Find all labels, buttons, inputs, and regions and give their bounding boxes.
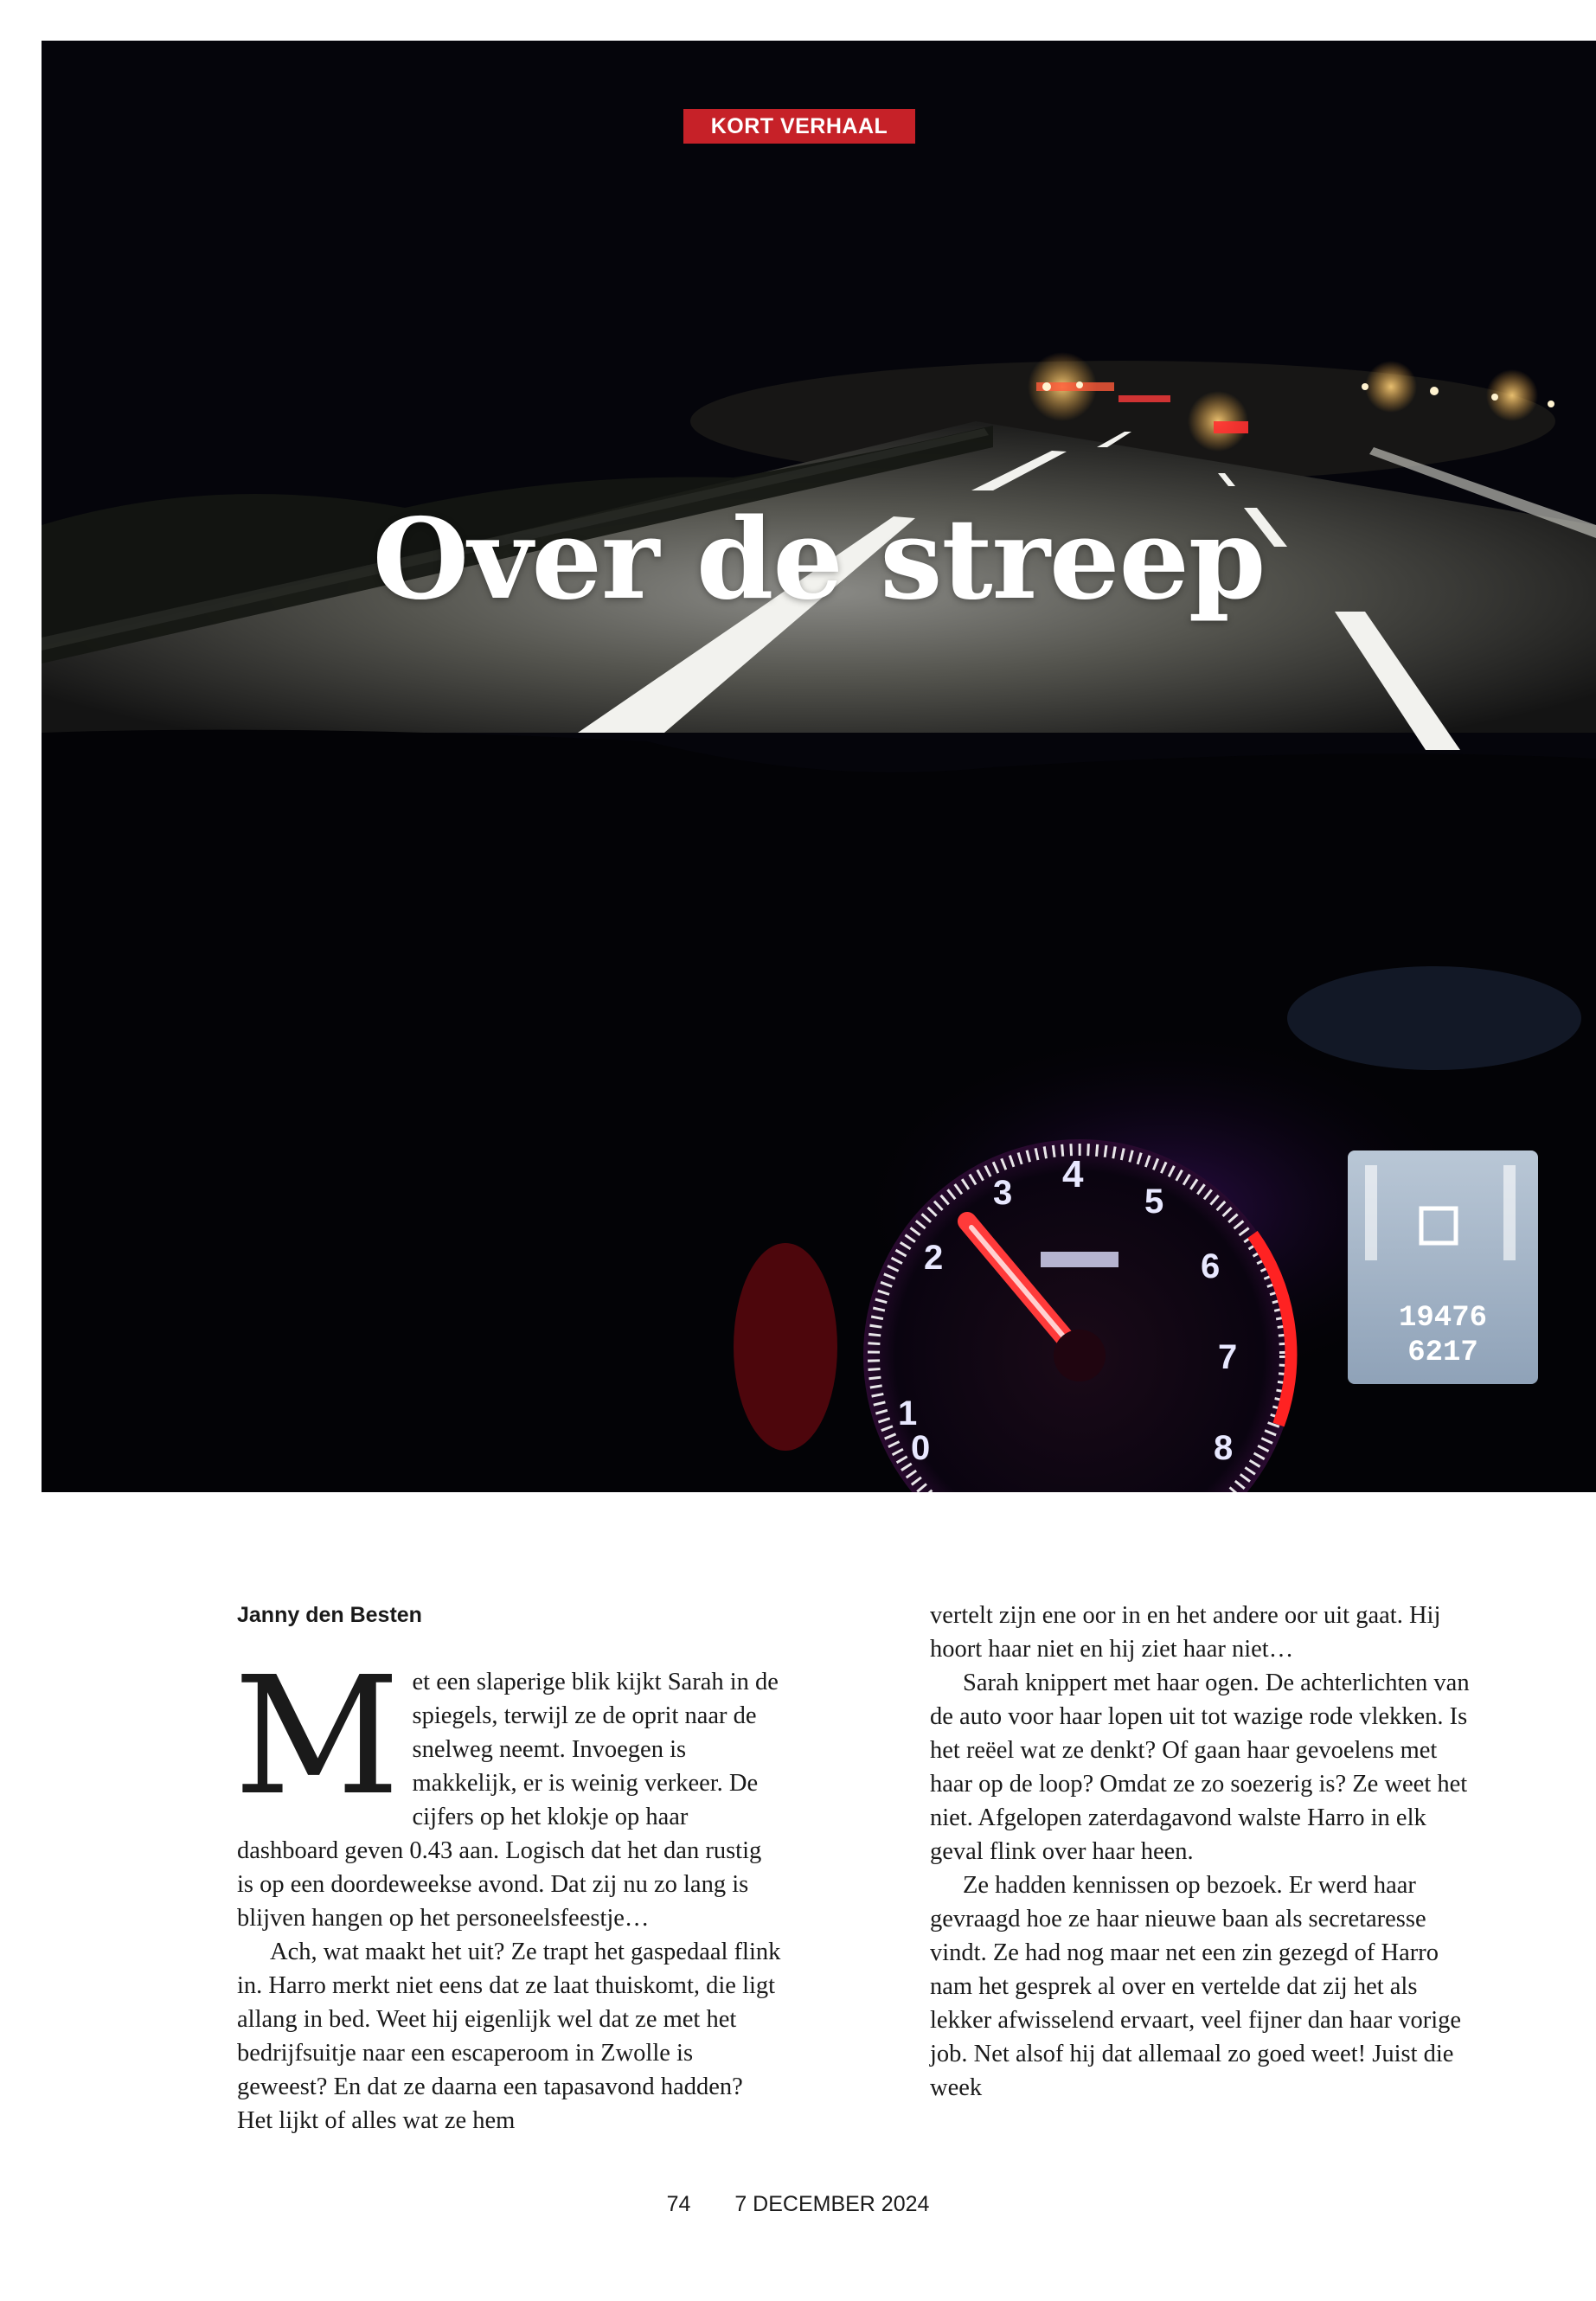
issue-date: 7 DECEMBER 2024 (734, 2192, 930, 2216)
trip-display (1348, 1150, 1538, 1384)
hero-photo (42, 41, 1596, 1492)
svg-text:8: 8 (1214, 1429, 1234, 1467)
svg-text:6217: 6217 (1407, 1336, 1478, 1369)
drop-cap: M (234, 1642, 401, 1831)
article-column-right (930, 1599, 1484, 2105)
svg-text:3: 3 (993, 1174, 1013, 1212)
article-paragraph: Sarah knippert met haar ogen. De achterlichten van de auto voor haar lopen uit tot wazige rode vlekken. Is het reëel wat ze denkt? Of gaan haar gevoelens met haar op de loop? Omdat ze zo soezerig is? Ze weet het niet. Afgelopen zaterdagavond walste Harro in elk geval flink over haar heen. (930, 1670, 1470, 1865)
svg-text:6: 6 (1201, 1247, 1221, 1285)
article-paragraph: Met een slaperige blik kijkt Sarah in de spiegels, terwijl ze de oprit naar de snelweg neemt. Invoegen is makkelijk, er is weinig verkeer. De cijfers op het klokje op haar dashboard geven 0.43 aan. Logisch dat het dan rustig is op een doordeweekse avond. Dat zij nu zo lang is blijven hangen op het personeelsfeestje… (234, 1642, 779, 1932)
svg-text:5: 5 (1144, 1183, 1164, 1221)
page-footer (0, 2192, 1596, 2217)
svg-text:0: 0 (911, 1429, 931, 1467)
svg-text:19476: 19476 (1398, 1302, 1488, 1335)
article-column-left (234, 1642, 784, 2138)
article-paragraph: Ze hadden kennissen op bezoek. Er werd haar gevraagd hoe ze haar nieuwe baan als secretaresse vindt. Ze had nog maar net een zin gezegd of Harro nam het gesprek al over en vertelde dat zij het als lekker afwisselend ervaart, veel fijner dan haar vorige job. Net alsof hij dat allemaal zo goed weet! Juist die week (930, 1872, 1462, 2101)
article-paragraph: vertelt zijn ene oor in en het andere oor uit gaat. Hij hoort haar niet en hij ziet haar niet… (930, 1602, 1441, 1663)
article-title: Over de streep (372, 495, 1266, 625)
author-byline: Janny den Besten (237, 1603, 422, 1627)
article-paragraph: Ach, wat maakt het uit? Ze trapt het gaspedaal flink in. Harro merkt niet eens dat ze laat thuiskomt, die ligt allang in bed. Weet hij eigenlijk wel dat ze met het bedrijfsuitje naar een escaperoom in Zwolle is geweest? En dat ze daarna een tapasavond hadden? Het lijkt of alles wat ze hem (237, 1939, 781, 2134)
page-number: 74 (666, 2192, 691, 2216)
svg-text:4: 4 (1062, 1153, 1084, 1195)
svg-text:2: 2 (924, 1239, 944, 1277)
svg-text:1: 1 (898, 1394, 918, 1433)
night-road-scene (42, 41, 1596, 1492)
svg-text:7: 7 (1218, 1338, 1238, 1376)
section-tag: KORT VERHAAL (683, 109, 915, 144)
